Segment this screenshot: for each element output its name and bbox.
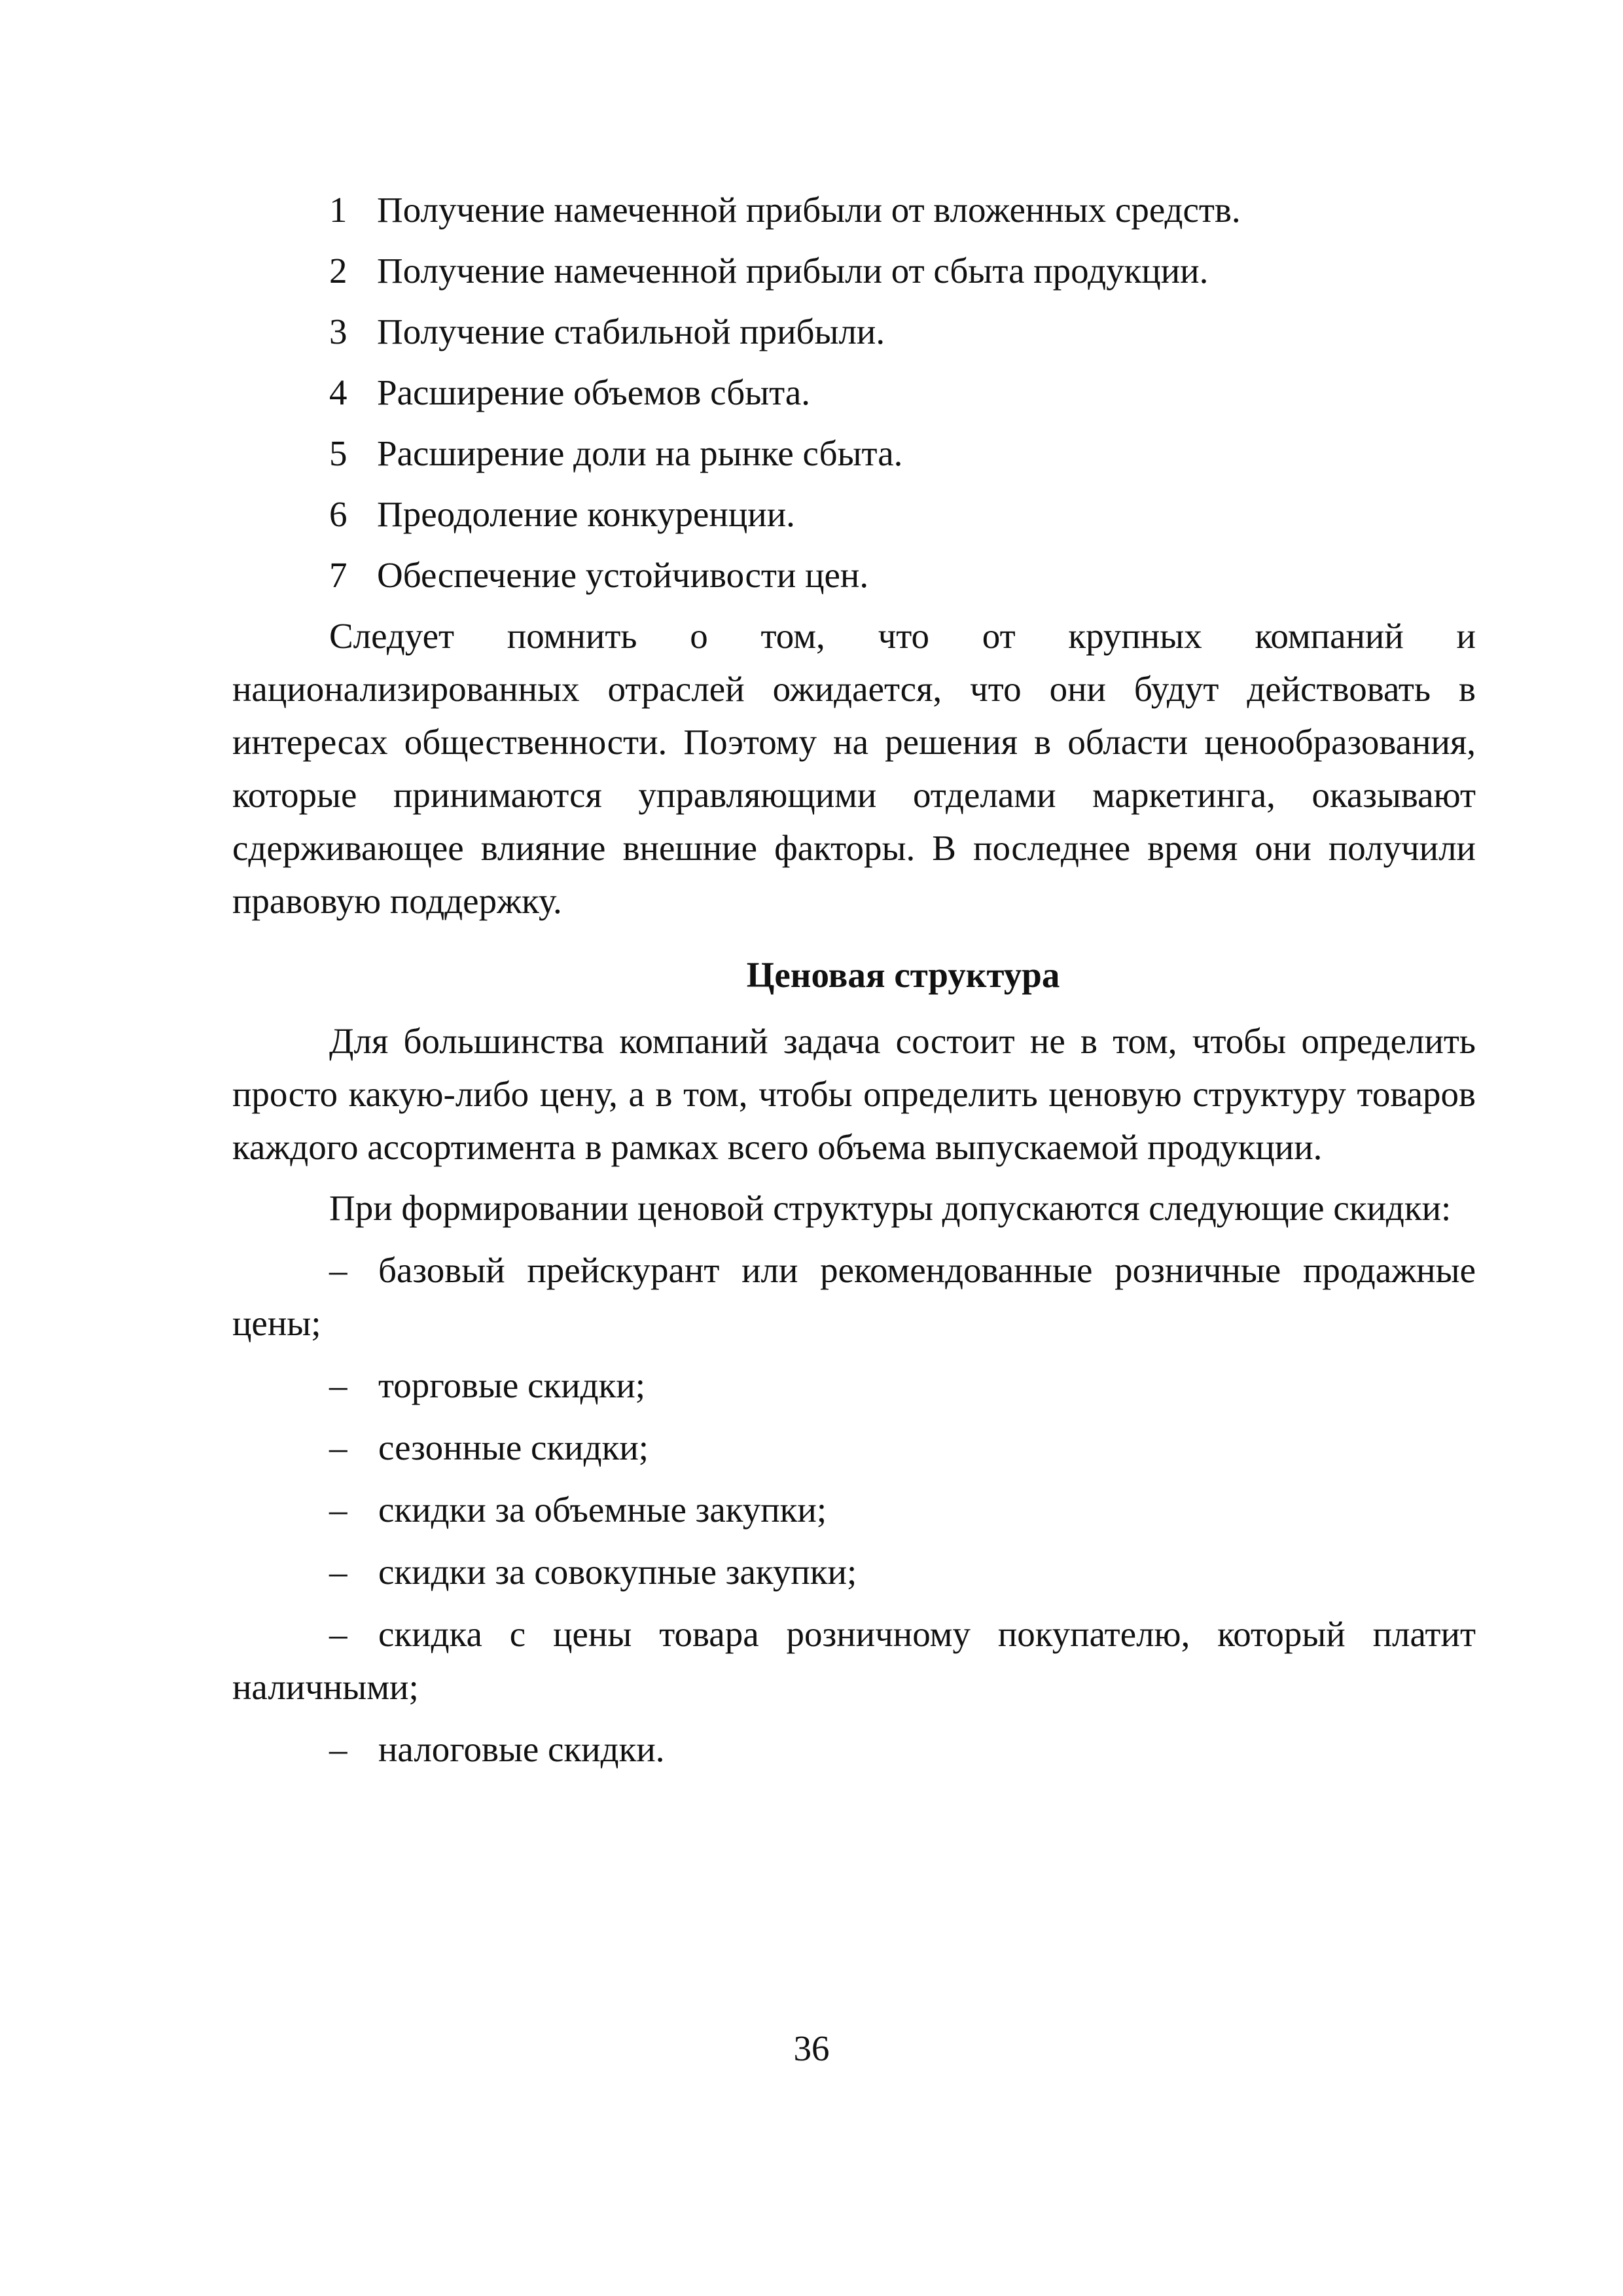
list-item [232,548,1476,601]
list-item-text: Получение намеченной прибыли от вложенных средств. [377,190,1241,230]
list-item-text: Преодоление конкуренции. [377,494,795,534]
list-item [232,1244,1476,1350]
paragraph-public-interest: Следует помнить о том, что от крупных компаний и национализированных отраслей ожидается, что они будут действовать в интересах общественности. Поэтому на решения в области ценообразования, которые принимаются управляющими отделами маркетинга, оказывают сдерживающее влияние внешние факторы. В последнее время они получили правовую поддержку. [232,616,1476,921]
dash-marker: – [329,1250,348,1290]
list-item [232,1483,1476,1536]
list-item [232,1421,1476,1474]
list-item-number: 3 [329,312,348,351]
dash-marker: – [329,1552,348,1592]
list-item [232,1359,1476,1412]
list-item [232,366,1476,419]
dash-marker: – [329,1427,348,1467]
dash-marker: – [329,1365,348,1405]
section-heading: Ценовая структура [746,955,1060,995]
page-number: 36 [793,2028,830,2068]
list-item [232,1723,1476,1776]
list-item-text: налоговые скидки. [378,1729,665,1769]
dash-marker: – [329,1490,348,1530]
numbered-list [232,183,1476,601]
list-item-text: Получение стабильной прибыли. [377,312,885,351]
list-item-number: 2 [329,251,348,291]
list-item-number: 7 [329,555,348,595]
list-item [232,488,1476,541]
list-item [232,183,1476,236]
paragraph-discounts-intro: При формировании ценовой структуры допускаются следующие скидки: [329,1188,1452,1228]
list-item-text: Расширение доли на рынке сбыта. [377,433,903,473]
list-item-text: Обеспечение устойчивости цен. [377,555,869,595]
list-item-text: скидка с цены товара розничному покупателю, который платит наличными; [232,1614,1476,1707]
dash-marker: – [329,1729,348,1769]
list-item-text: Расширение объемов сбыта. [377,372,811,412]
list-item [232,305,1476,358]
list-item [232,1607,1476,1713]
list-item [232,244,1476,297]
page-content [232,183,1476,1776]
list-item [232,1545,1476,1598]
dash-marker: – [329,1614,348,1654]
list-item-text: базовый прейскурант или рекомендованные розничные продажные цены; [232,1250,1476,1343]
list-item-text: скидки за совокупные закупки; [378,1552,857,1592]
discount-list [232,1244,1476,1776]
list-item-text: торговые скидки; [378,1365,646,1405]
list-item-number: 5 [329,433,348,473]
list-item [232,427,1476,480]
paragraph-price-structure: Для большинства компаний задача состоит не в том, чтобы определить просто какую-либо цену, а в том, чтобы определить ценовую структуру товаров каждого ассортимента в рамках всего объема выпускаемой продукции. [232,1021,1476,1167]
list-item-text: скидки за объемные закупки; [378,1490,827,1530]
list-item-number: 6 [329,494,348,534]
list-item-text: сезонные скидки; [378,1427,649,1467]
list-item-text: Получение намеченной прибыли от сбыта продукции. [377,251,1209,291]
list-item-number: 4 [329,372,348,412]
list-item-number: 1 [329,190,348,230]
